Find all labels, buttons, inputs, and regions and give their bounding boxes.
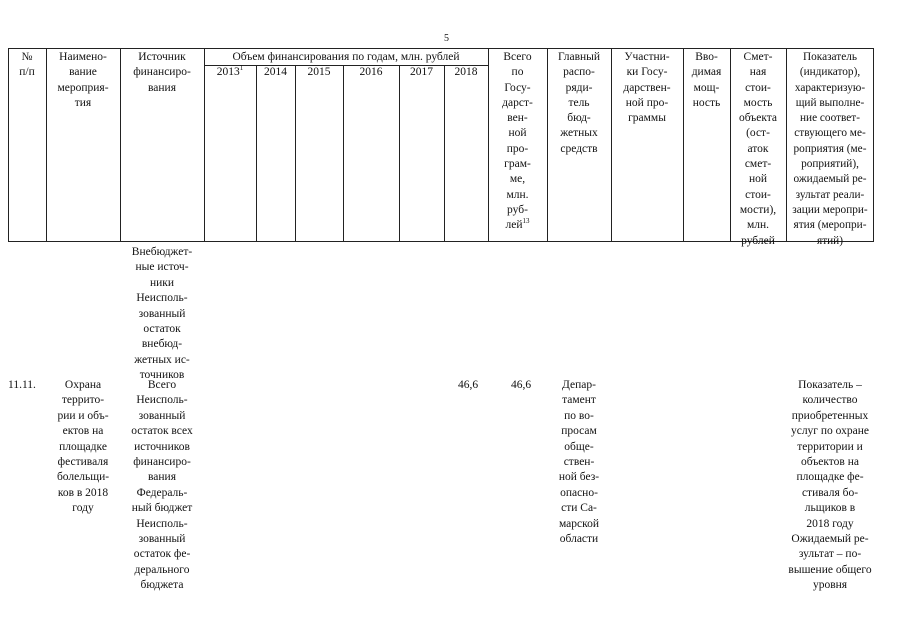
- page-number: 5: [444, 33, 449, 44]
- row-total: 46,6: [511, 379, 532, 391]
- continuation-sources: Внебюджет- ные источ- ники Неисполь- зованный остаток внебюд- жетных ис- точников: [131, 246, 193, 382]
- header-year-2015: 2015: [307, 66, 331, 78]
- header-year-2018: 2018: [454, 66, 478, 78]
- header-manager: Главный распо- ряди- тель бюд- жетных средств: [557, 51, 601, 155]
- header-year-2016: 2016: [359, 66, 383, 78]
- header-estimate: Смет- ная стои- мость объекта (ост- аток смет- ной стои- мости), млн. рублей: [738, 51, 778, 247]
- header-year-2013: [204, 66, 256, 79]
- header-total-footnote: 13: [522, 217, 530, 226]
- header-source: Источник финансиро- вания: [133, 51, 191, 94]
- header-number: № п/п: [19, 51, 35, 79]
- header-funding-group: Объем финансирования по годам, млн. рублей: [232, 51, 460, 63]
- row-sources: Всего Неисполь- зованный остаток всех источников финансиро- вания Федераль- ный бюджет Неисполь- зованный остаток фе- дерального бюджета: [131, 379, 193, 592]
- header-year-2014: 2014: [264, 66, 287, 78]
- table-header: [8, 48, 874, 247]
- header-indicator: Показатель (индикатор), характеризую- щий выполне- ние соответ- ствующего ме- роприятия (ме- роприятий), ожидаемый ре- зультат реали- зации меропри- ятия (меропри- ятий): [792, 51, 868, 247]
- header-capacity: Вво- димая мощ- ность: [691, 51, 722, 109]
- year-2013-label: 2013: [216, 66, 240, 78]
- header-name: Наимено- вание мероприя- тия: [57, 51, 109, 109]
- row-name: Охрана террито- рии и объ- ектов на площадке фестиваля болельщи- ков в 2018 году: [56, 379, 110, 515]
- row-number: 11.11.: [8, 379, 36, 391]
- header-year-2017: 2017: [410, 66, 433, 78]
- row-manager: Депар- тамент по во- просам обще- ствен- ной без- опасно- сти Са- марской области: [558, 379, 600, 546]
- header-participants: Участни- ки Госу- дарствен- ной про- граммы: [623, 51, 671, 125]
- year-2013-footnote: 1: [239, 64, 244, 73]
- header-total-label: Всего по Госу- дарст- вен- ной про- грам- ме, млн. руб- лей: [502, 51, 533, 232]
- header-total: [488, 50, 547, 234]
- row-indicator: Показатель – количество приобретенных услуг по охране территории и объектов на площадке фе- стиваля бо- льщиков в 2018 году Ожидаемый ре- зультат – по- вышение общего уровня: [788, 379, 872, 592]
- row-value-2018: 46,6: [458, 379, 479, 391]
